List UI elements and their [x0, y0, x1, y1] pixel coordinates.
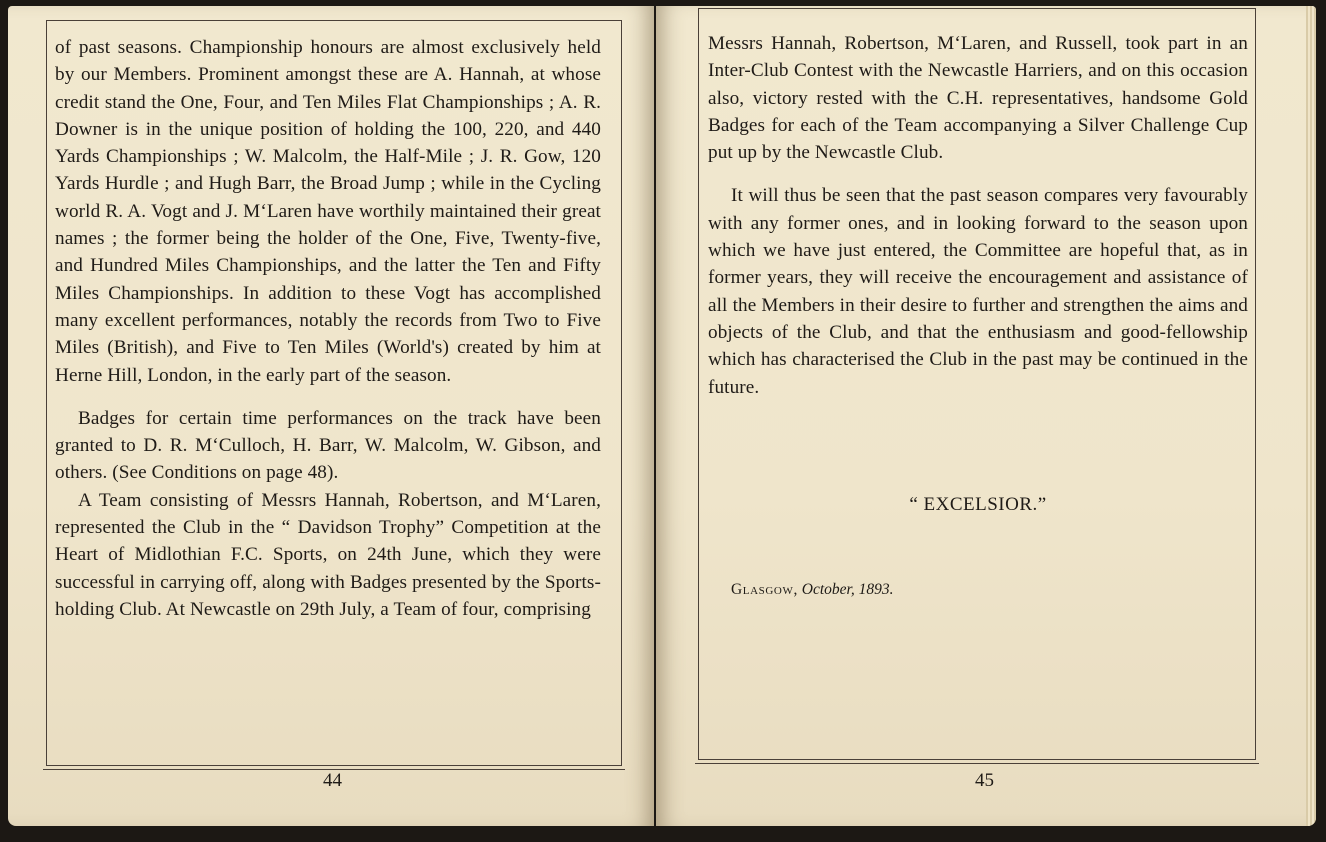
right-page-text: [708, 30, 1248, 401]
right-paragraph-2: It will thus be seen that the past season compares very favourably with any former ones, and in looking forward to the season upon which we have just entered, the Committee are hopeful that, as in former years, they will receive the encouragement and assistance of all the Members in their desire to further and strengthen the aims and objects of the Club, and that the enthusiasm and good-fellowship which has characterised the Club in the past may be continued in the future.: [708, 185, 1248, 398]
page-edge: [1306, 6, 1316, 826]
left-paragraph-1: of past seasons. Championship honours are almost exclusively held by our Members. Prominent amongst these are A. Hannah, at whose credit stand the One, Four, and Ten Miles Flat Championships ; A. R. Downer is in the unique position of holding the 100, 220, and 440 Yards Championships ; W. Malcolm, the Half-Mile ; J. R. Gow, 120 Yards Hurdle ; and Hugh Barr, the Broad Jump ; while in the Cycling world R. A. Vogt and J. M‘Laren have worthily maintained their great names ; the former being the holder of the One, Five, Twenty-five, and Hundred Miles Championships, and the latter the Ten and Fifty Miles Championships. In addition to these Vogt has accomplished many excellent performances, notably the records from Two to Five Miles (British), and Five to Ten Miles (World's) created by him at Herne Hill, London, in the early part of the season.: [55, 37, 601, 386]
dateline-place: Glasgow,: [731, 581, 798, 598]
left-paragraph-2: Badges for certain time performances on the track have been granted to D. R. M‘Culloch, H. Barr, W. Malcolm, W. Gibson, and others. (See Conditions on page 48).: [55, 407, 601, 484]
left-page-text: [55, 34, 601, 623]
dateline-date: October, 1893.: [801, 581, 894, 598]
page-number-right: 45: [975, 770, 994, 791]
left-paragraph-3: A Team consisting of Messrs Hannah, Robertson, and M‘Laren, represented the Club in the “ Davidson Trophy” Competition at the Heart of Midlothian F.C. Sports, on 24th June, which they were successful in carrying off, along with Badges presented by the Sports-holding Club. At Newcastle on 29th July, a Team of four, comprising: [55, 489, 601, 620]
signoff-excelsior: “ EXCELSIOR.”: [909, 494, 1047, 515]
dateline: [731, 581, 894, 599]
right-paragraph-1: Messrs Hannah, Robertson, M‘Laren, and Russell, took part in an Inter-Club Contest with the Newcastle Harriers, and on this occasion also, victory rested with the C.H. representatives, handsome Gold Badges for each of the Team accompanying a Silver Challenge Cup put up by the Newcastle Club.: [708, 33, 1248, 164]
page-number-left: 44: [323, 770, 342, 791]
